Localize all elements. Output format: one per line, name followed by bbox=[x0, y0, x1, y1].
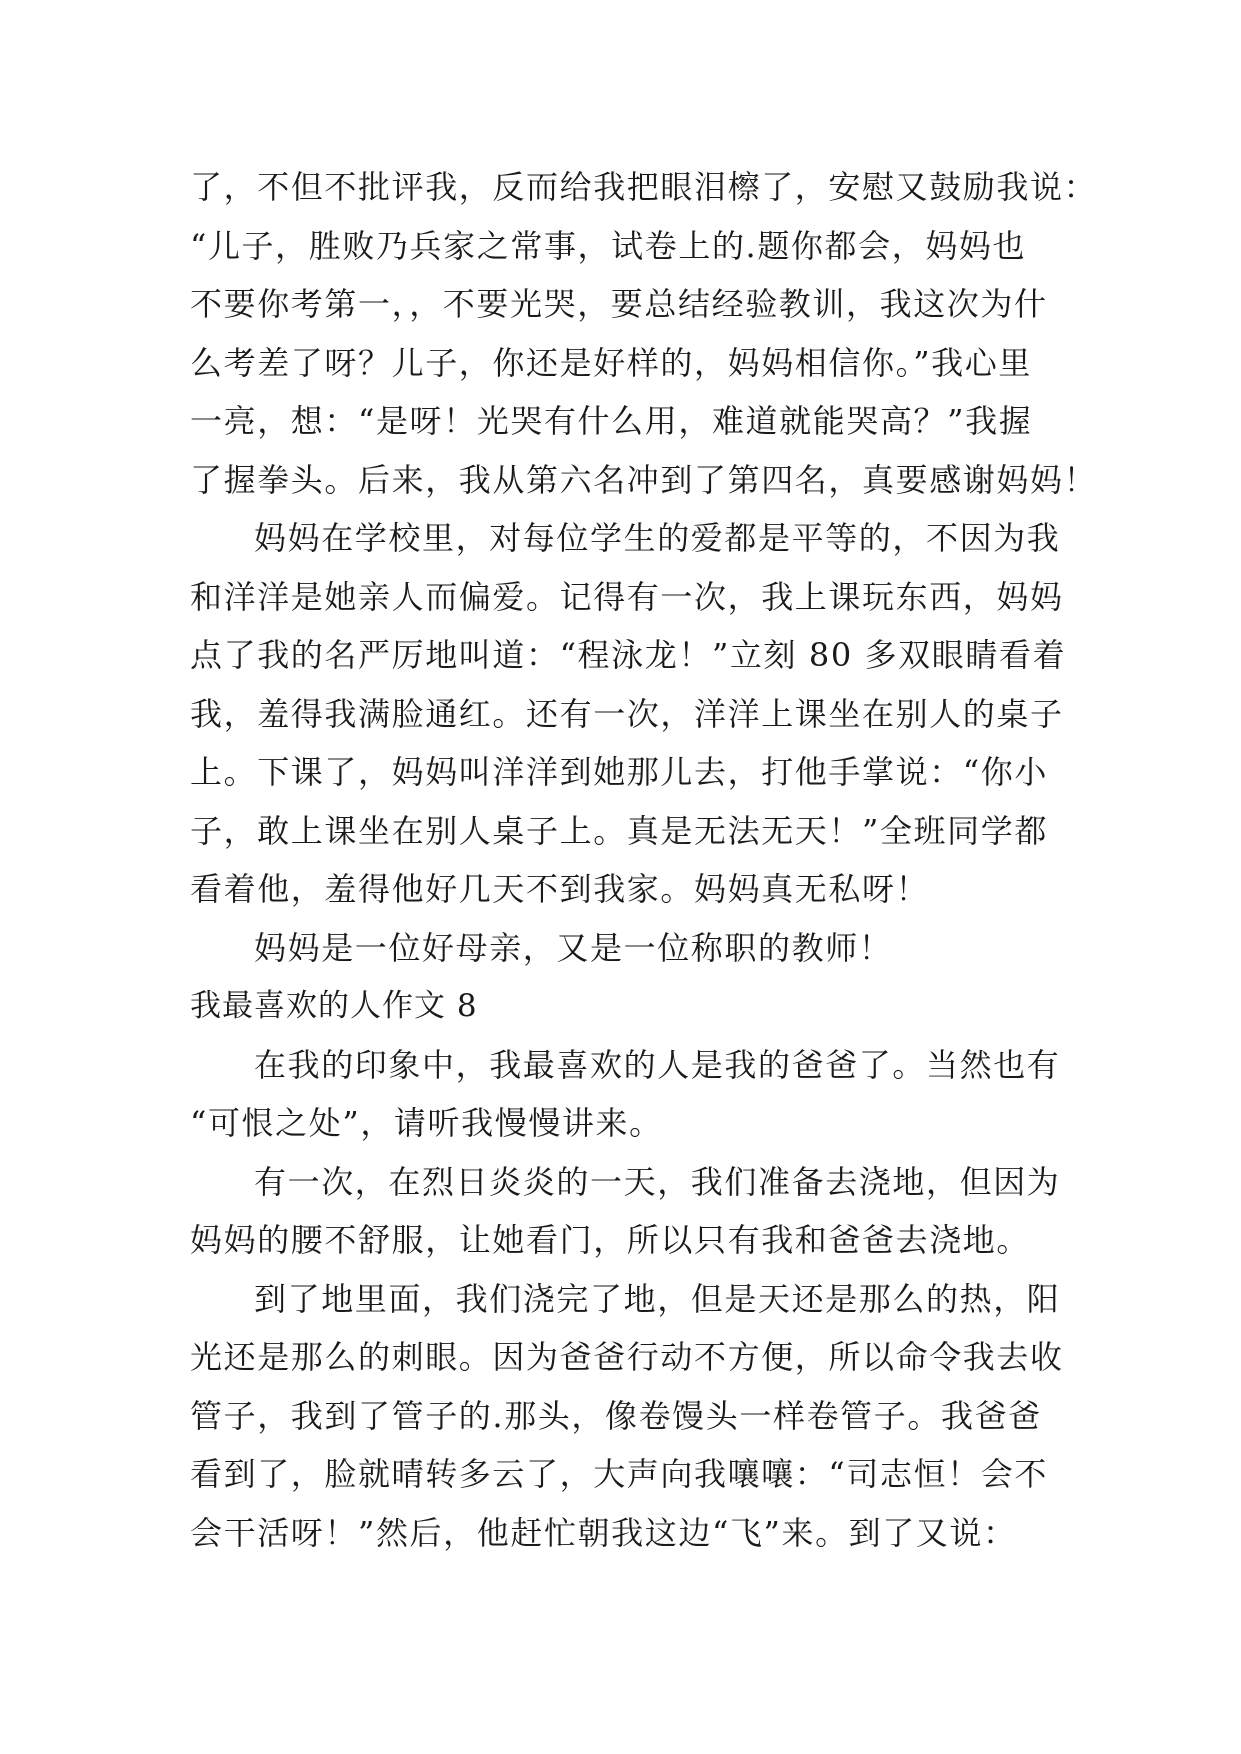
text-line: “儿子，胜败乃兵家之常事，试卷上的.题你都会，妈妈也 bbox=[190, 226, 1027, 265]
paragraph-start-line: 妈妈是一位好母亲，又是一位称职的教师！ bbox=[254, 928, 893, 967]
text-line: 一亮，想：“是呀！光哭有什么用，难道就能哭高？”我握 bbox=[190, 402, 1033, 440]
paragraph-start-line: 到了地里面，我们浇完了地，但是天还是那么的热，阳 bbox=[254, 1279, 1061, 1318]
text-line: 么考差了呀？儿子，你还是好样的，妈妈相信你。”我心里 bbox=[190, 343, 1032, 382]
text-line: 点了我的名严厉地叫道：“程泳龙！”立刻 80 多双眼睛看着 bbox=[190, 636, 1067, 674]
text-line: “可恨之处”，请听我慢慢讲来。 bbox=[190, 1104, 663, 1142]
text-line: 看着他，羞得他好几天不到我家。妈妈真无私呀！ bbox=[190, 870, 930, 908]
text-line: 我，羞得我满脸通红。还有一次，洋洋上课坐在别人的桌子 bbox=[190, 694, 1064, 733]
text-line: 子，敢上课坐在别人桌子上。真是无法无天！”全班同学都 bbox=[190, 811, 1048, 850]
text-line: 上。下课了，妈妈叫洋洋到她那儿去，打他手掌说：“你小 bbox=[190, 753, 1048, 791]
text-line: 看到了，脸就晴转多云了，大声向我嚷嚷：“司志恒！会不 bbox=[190, 1455, 1048, 1493]
text-line: 不要你考第一，，不要光哭，要总结经验教训，我这次为什 bbox=[190, 285, 1048, 323]
text-line: 管子，我到了管子的.那头，像卷馒头一样卷管子。我爸爸 bbox=[190, 1396, 1042, 1435]
text-line: 了，不但不批评我，反而给我把眼泪檫了，安慰又鼓励我说： bbox=[190, 168, 1098, 206]
text-line: 了握拳头。后来，我从第六名冲到了第四名，真要感谢妈妈！ bbox=[190, 460, 1098, 499]
text-line: 妈妈的腰不舒服，让她看门，所以只有我和爸爸去浇地。 bbox=[190, 1221, 1031, 1259]
text-line: 和洋洋是她亲人而偏爱。记得有一次，我上课玩东西，妈妈 bbox=[190, 577, 1064, 616]
paragraph-start-line: 有一次，在烈日炎炎的一天，我们准备去浇地，但因为 bbox=[254, 1162, 1061, 1201]
text-line: 光还是那么的刺眼。因为爸爸行动不方便，所以命令我去收 bbox=[190, 1338, 1064, 1376]
paragraph-start-line: 妈妈在学校里，对每位学生的爱都是平等的，不因为我 bbox=[254, 519, 1061, 557]
section-heading: 我最喜欢的人作文 8 bbox=[190, 988, 478, 1024]
text-line: 会干活呀！”然后，他赶忙朝我这边“飞”来。到了又说： bbox=[190, 1513, 1017, 1552]
document-body bbox=[190, 158, 1098, 1562]
paragraph-start-line: 在我的印象中，我最喜欢的人是我的爸爸了。当然也有 bbox=[254, 1045, 1061, 1084]
